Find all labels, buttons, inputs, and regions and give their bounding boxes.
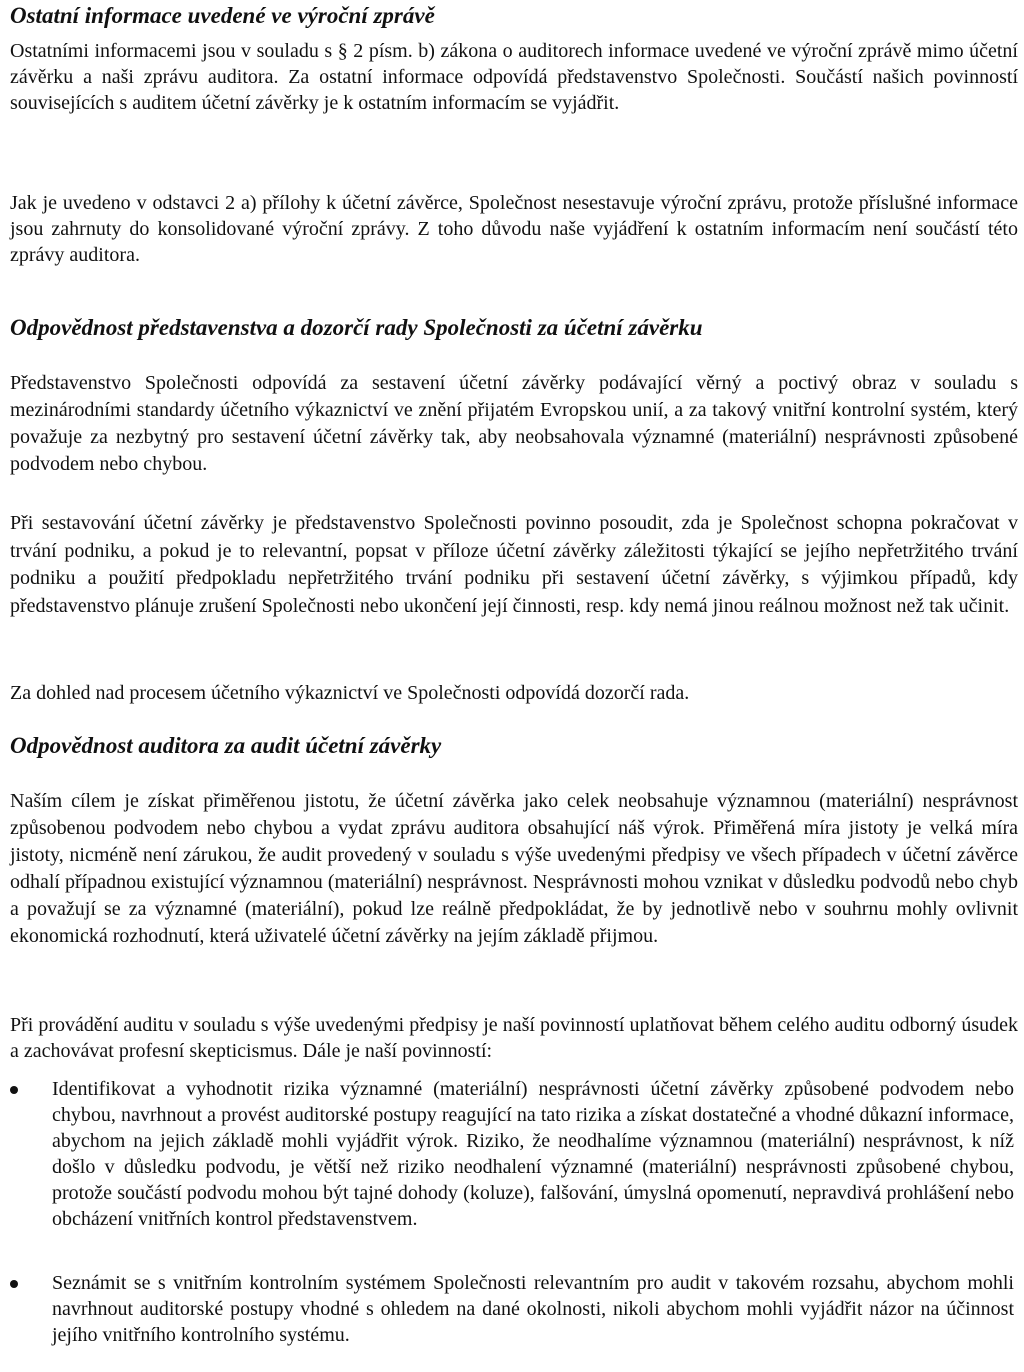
paragraph-professional-skepticism: Při provádění auditu v souladu s výše uvedenými předpisy je naší povinností uplatňovat během celého auditu odborný úsudek a zachovávat profesní skepticismus. Dále je naší povinností: — [10, 1014, 1018, 1062]
bullet-text-internal-control: Seznámit se s vnitřním kontrolním systémem Společnosti relevantním pro audit v takovém rozsahu, abychom mohli navrhnout auditorské postupy vhodné s ohledem na dané okolnosti, nikoli abychom mohli vyjádřit názor na účinnost jejího vnitřního kontrolního systému. — [52, 1272, 1014, 1346]
paragraph-other-information-definition: Ostatními informacemi jsou v souladu s § 2 písm. b) zákona o auditorech informace uvedené ve výroční zprávě mimo účetní závěrku a naši zprávu auditora. Za ostatní informace odpovídá představenstvo Společnosti. Součástí našich povinností souvisejících s auditem účetní závěrky je k ostatním informacím se vyjádřit. — [10, 40, 1018, 114]
bullet-text-identify-risks: Identifikovat a vyhodnotit rizika významné (materiální) nesprávnosti účetní závěrky způsobené podvodem nebo chybou, navrhnout a provést auditorské postupy reagující na tato rizika a získat dostatečné a vhodné důkazní informace, abychom na jejich základě mohli vyjádřit výrok. Riziko, že neodhalíme významnou (materiální) nesprávnost, k níž došlo v důsledku podvodu, je větší než riziko neodhalení významné (materiální) nesprávnosti způsobené chybou, protože součástí podvodu mohou být tajné dohody (koluze), falšování, úmyslná opomenutí, nepravdivá prohlášení nebo obcházení vnitřních kontrol představenstvem. — [52, 1078, 1014, 1230]
paragraph-going-concern: Při sestavování účetní závěrky je představenstvo Společnosti povinno posoudit, zda je Společnost schopna pokračovat v trvání podniku, a pokud je to relevantní, popsat v příloze účetní závěrky záležitosti týkající se jejího nepřetržitého trvání podniku a použití předpokladu nepřetržitého trvání podniku při sestavení účetní závěrky, s výjimkou případů, kdy představenstvo plánuje zrušení Společnosti nebo ukončení její činnosti, resp. kdy nemá jinou reálnou možnost než tak učinit. — [10, 512, 1018, 617]
paragraph-audit-objective: Naším cílem je získat přiměřenou jistotu, že účetní závěrka jako celek neobsahuje významnou (materiální) nesprávnost způsobenou podvodem nebo chybou a vydat zprávu auditora obsahující náš výrok. Přiměřená míra jistoty je velká míra jistoty, nicméně není zárukou, že audit provedený v souladu s výše uvedenými předpisy ve všech případech v účetní závěrce odhalí případnou existující významnou (materiální) nesprávnost. Nesprávnosti mohou vznikat v důsledku podvodů nebo chyb a považují se za významné (materiální), pokud lze reálně předpokládat, že by jednotlivě nebo v souhrnu mohly ovlivnit ekonomická rozhodnutí, která uživatelé účetní závěrky na jejím základě přijmou. — [10, 790, 1018, 947]
paragraph-annual-report-not-prepared: Jak je uvedeno v odstavci 2 a) přílohy k účetní závěrce, Společnost nesestavuje výroční zprávu, protože příslušné informace jsou zahrnuty do konsolidované výroční zprávy. Z toho důvodu naše vyjádření k ostatním informacím není součástí této zprávy auditora. — [10, 192, 1018, 266]
section-heading-other-information: Ostatní informace uvedené ve výroční zprávě — [10, 3, 435, 28]
bullet-icon — [10, 1280, 18, 1288]
paragraph-board-responsibility: Představenstvo Společnosti odpovídá za sestavení účetní závěrky podávající věrný a poctivý obraz v souladu s mezinárodními standardy účetního výkaznictví ve znění přijatém Evropskou unií, a za takový vnitřní kontrolní systém, který považuje za nezbytný pro sestavení účetní závěrky tak, aby neobsahovala významné (materiální) nesprávnosti způsobené podvodem nebo chybou. — [10, 372, 1018, 475]
section-heading-board-responsibility: Odpovědnost představenstva a dozorčí rady Společnosti za účetní závěrku — [10, 315, 703, 340]
paragraph-supervisory-board: Za dohled nad procesem účetního výkaznictví ve Společnosti odpovídá dozorčí rada. — [10, 682, 690, 704]
bullet-icon — [10, 1086, 18, 1094]
section-heading-auditor-responsibility: Odpovědnost auditora za audit účetní závěrky — [10, 733, 442, 758]
